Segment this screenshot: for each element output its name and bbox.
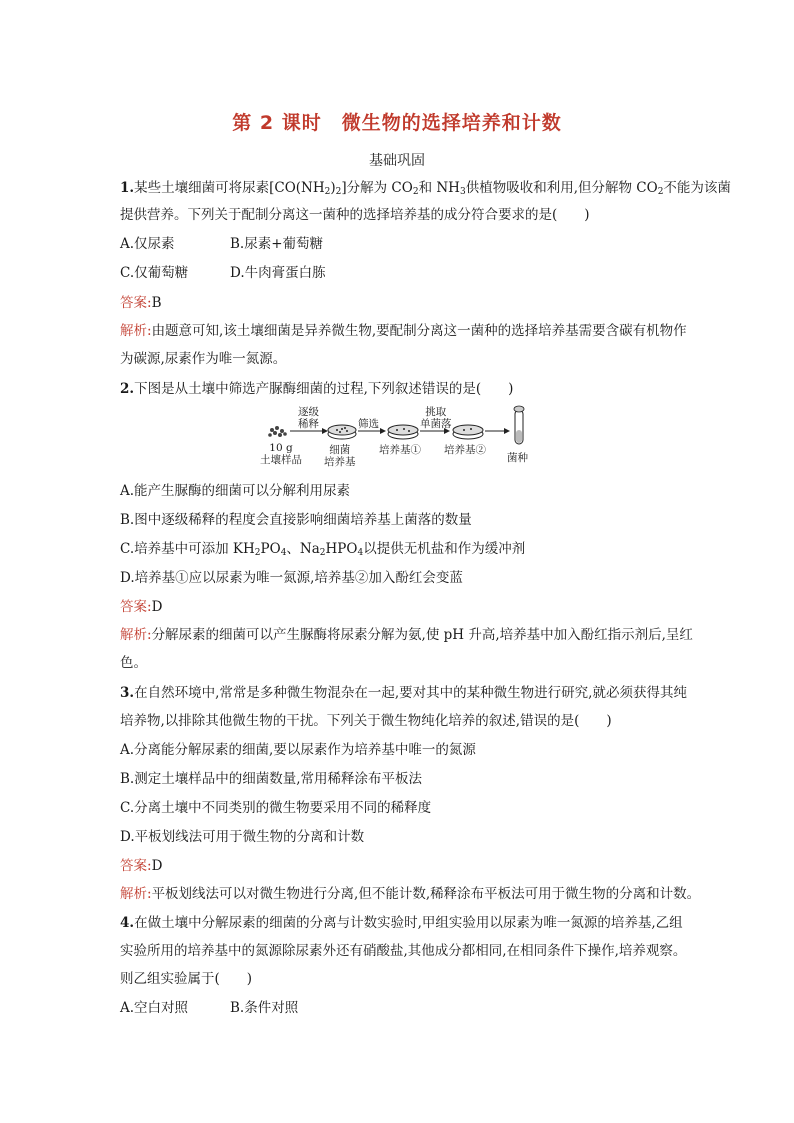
q3-option-a: A.分离能分解尿素的细菌,要以尿素作为培养基中唯一的氮源 <box>120 742 476 758</box>
step-dilute-label: 逐级 稀释 <box>298 406 319 430</box>
page-title: 第 2 课时 微生物的选择培养和计数 <box>232 112 562 134</box>
q1-option-b: B.尿素+葡萄糖 <box>230 236 324 252</box>
q2-option-a: A.能产生脲酶的细菌可以分解利用尿素 <box>120 483 351 499</box>
q2-analysis-line2: 色。 <box>120 655 147 671</box>
step-screen-label: 筛选 <box>358 418 379 430</box>
medium-2-label: 培养基② <box>444 444 486 456</box>
q1-analysis: 解析:由题意可知,该土壤细菌是异养微生物,要配制分离这一菌种的选择培养基需要含碳有机物作 <box>120 323 687 339</box>
section-heading: 基础巩固 <box>369 153 425 169</box>
q1-options-cd <box>120 264 700 282</box>
q1-option-a: A.仅尿素 <box>120 236 175 252</box>
q2-number: 2. <box>120 381 135 397</box>
q1-option-d: D.牛肉膏蛋白胨 <box>230 265 326 281</box>
q4-stem-line2: 实验所用的培养基中的氮源除尿素外还有硝酸盐,其他成分都相同,在相同条件下操作,培养观察。 <box>120 943 687 959</box>
q3-stem: 3.在自然环境中,常常是多种微生物混杂在一起,要对其中的某种微生物进行研究,就必须获得其纯 <box>120 685 687 701</box>
q2-answer: 答案:D <box>120 599 163 615</box>
q2-option-b: B.图中逐级稀释的程度会直接影响细菌培养基上菌落的数量 <box>120 512 472 528</box>
q2-option-d: D.培养基①应以尿素为唯一氮源,培养基②加入酚红会变蓝 <box>120 570 463 586</box>
q2-analysis: 解析:分解尿素的细菌可以产生脲酶将尿素分解为氨,使 pH 升高,培养基中加入酚红指示剂后,呈红 <box>120 627 693 643</box>
q1-stem-line2: 提供营养。下列关于配制分离这一菌种的选择培养基的成分符合要求的是( ) <box>120 207 590 223</box>
q1-options-ab <box>120 235 700 253</box>
q1-answer: 答案:B <box>120 295 162 311</box>
soil-sample-icon <box>268 426 287 437</box>
q3-option-d: D.平板划线法可用于微生物的分离和计数 <box>120 829 365 845</box>
q3-number: 3. <box>120 685 135 701</box>
medium-2-plate-icon <box>453 425 483 439</box>
q4-stem: 4.在做土壤中分解尿素的细菌的分离与计数实验时,甲组实验用以尿素为唯一氮源的培养基,乙组 <box>120 915 683 931</box>
q3-analysis: 解析:平板划线法可以对微生物进行分离,但不能计数,稀释涂布平板法可用于微生物的分离和计数。 <box>120 886 701 902</box>
medium-1-plate-icon <box>388 425 418 439</box>
screening-diagram <box>258 404 538 472</box>
q1-stem: 1.某些土壤细菌可将尿素$[CO(NH_2)_2]$分解为 $CO_2$和 $NH_3$供植物吸收和利用,但分解物 $CO_2$不能为该菌 <box>120 180 731 197</box>
q3-stem-line2: 培养物,以排除其他微生物的干扰。下列关于微生物纯化培养的叙述,错误的是( ) <box>120 713 612 729</box>
q4-option-b: B.条件对照 <box>230 1000 299 1016</box>
q4-number: 4. <box>120 915 135 931</box>
bacteria-plate-icon <box>328 425 356 439</box>
q1-number: 1. <box>120 180 135 196</box>
strain-label: 菌种 <box>507 452 528 464</box>
q1-analysis-line2: 为碳源,尿素作为唯一氮源。 <box>120 351 287 367</box>
test-tube-icon <box>514 406 524 444</box>
q2-option-c: C.培养基中可添加 $KH_2PO_4$、$Na_2HPO_4$以提供无机盐和作为缓冲剂 <box>120 541 526 558</box>
q4-options-ab <box>120 999 700 1017</box>
bacteria-plate-label: 细菌 培养基 <box>324 444 356 468</box>
q4-stem-line3: 则乙组实验属于( ) <box>120 971 253 987</box>
q4-option-a: A.空白对照 <box>120 1000 189 1016</box>
q3-answer: 答案:D <box>120 858 163 874</box>
q3-option-c: C.分离土壤中不同类别的微生物要采用不同的稀释度 <box>120 800 432 816</box>
q3-option-b: B.测定土壤样品中的细菌数量,常用稀释涂布平板法 <box>120 771 423 787</box>
step-pick-label: 挑取 单菌落 <box>420 406 452 430</box>
medium-1-label: 培养基① <box>379 444 421 456</box>
soil-sample-label: 10 g 土壤样品 <box>260 442 302 466</box>
q1-option-c: C.仅葡萄糖 <box>120 265 189 281</box>
q2-stem: 2.下图是从土壤中筛选产脲酶细菌的过程,下列叙述错误的是( ) <box>120 381 514 397</box>
